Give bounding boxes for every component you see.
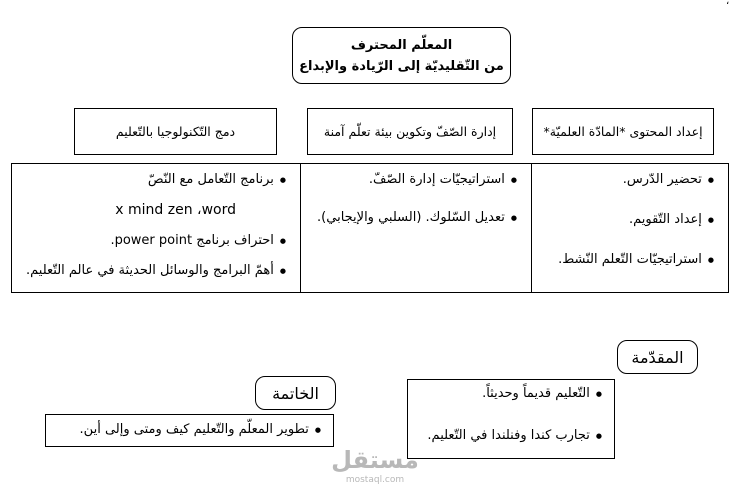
conclusion-label: الخاتمة [255, 376, 336, 410]
column-technology [12, 164, 301, 292]
conclusion-box [45, 414, 334, 447]
heading-technology: دمج التّكنولوجيا بالتّعليم [74, 108, 277, 155]
list-item: ● برنامج التّعامل مع النّصّ [148, 172, 286, 187]
title-line-2: من التّقليديّة إلى الرّيادة والإبداع [299, 58, 504, 74]
title-box [292, 27, 511, 84]
intro-box [407, 379, 615, 459]
list-item: ● استراتيجيّات التّعلم النّشط. [558, 252, 714, 267]
list-item: ● أهمّ البرامج والوسائل الحديثة في عالم التّعليم. [26, 263, 286, 278]
topics-table [11, 163, 729, 293]
list-item: ● تجارب كندا وفنلندا في التّعليم. [427, 428, 602, 443]
heading-content-preparation: إعداد المحتوى *المادّة العلميّة* [532, 108, 714, 155]
list-item: ● تحضير الدّرس. [623, 172, 714, 187]
title-line-1: المعلّم المحترف [350, 37, 453, 53]
column-classroom-management [301, 164, 532, 292]
list-item: ● تطوير المعلّم والتّعليم كيف ومتى وإلى أين. [80, 422, 321, 437]
intro-label: المقدّمة [617, 340, 698, 374]
watermark-latin: mostaql.com [345, 475, 405, 485]
list-item: ● التّعليم قديماً وحديثاً. [482, 386, 602, 401]
list-item: ● إعداد التّقويم. [629, 212, 714, 227]
list-item: ● احتراف برنامج power point. [110, 233, 286, 248]
heading-classroom-management: إدارة الصّفّ وتكوين بيئة تعلّم آمنة [307, 108, 513, 155]
list-item: ● استراتيجيّات إدارة الصّفّ. [369, 172, 517, 187]
corner-mark: ، [726, 0, 730, 7]
list-item: x mind zen ،word [115, 202, 236, 218]
list-item: ● تعديل السّلوك. (السلبي والإيجابي). [317, 210, 517, 225]
column-content-preparation [532, 164, 728, 292]
mostaql-watermark-logo [320, 445, 430, 486]
watermark-arabic: مستقل [331, 446, 419, 474]
